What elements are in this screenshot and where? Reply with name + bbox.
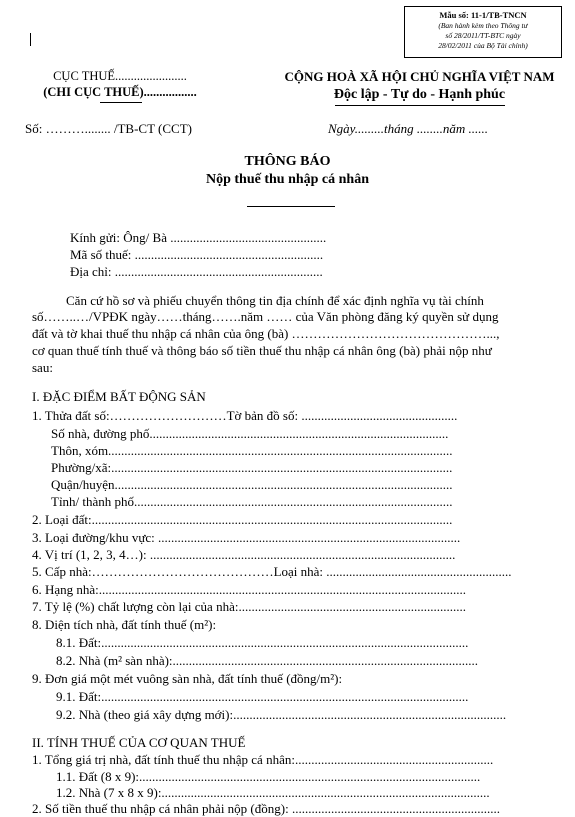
field-row: 8. Diện tích nhà, đất tính thuế (m²): (32, 617, 217, 632)
field-row: 8.1. Đất:................................................................................................................. (56, 635, 469, 650)
field-row: 1. Thửa đất số:………………………Tờ bản đồ số: ................................................ (32, 408, 458, 423)
field-row: 9.2. Nhà (theo giá xây dựng mới):.................................................................................... (56, 707, 507, 722)
field-row: 3. Loại đường/khu vực: ............................................................................................. (32, 530, 461, 545)
field-row: Thôn, xóm.......................................................................................................... (51, 443, 453, 458)
document-subtitle: Nộp thuế thu nhập cá nhân (205, 172, 369, 187)
field-row: 1. Tổng giá trị nhà, đất tính thuế thu nhập cá nhân:............................................................. (32, 752, 494, 767)
recipient-name: Kính gửi: Ông/ Bà ................................................ (70, 230, 327, 245)
recipient-address: Địa chỉ: ................................................................ (70, 264, 323, 279)
form-reference-line: số 28/2011/TT-BTC ngày (445, 31, 521, 40)
intro-line: đất và tờ khai thuế thu nhập cá nhân của ông (bà) ………………………………………..., (32, 326, 500, 341)
field-row: 6. Hạng nhà:................................................................................................................. (32, 582, 467, 597)
form-number-box (404, 6, 562, 58)
motto-underline (335, 105, 505, 106)
text-cursor (30, 33, 31, 46)
recipient-tax-code: Mã số thuế: .......................................................... (70, 247, 324, 262)
field-row: 9. Đơn giá một mét vuông sàn nhà, đất tính thuế (đồng/m²): (32, 671, 343, 686)
agency-name: CỤC THUẾ....................... (53, 69, 187, 83)
intro-line: sau: (32, 360, 53, 375)
field-row: Quận/huyện........................................................................................................ (51, 477, 453, 492)
field-row: 9.1. Đất:................................................................................................................. (56, 689, 469, 704)
form-number: Mẫu số: 11-1/TB-TNCN (439, 10, 527, 20)
header-underline (100, 102, 142, 103)
field-row: 1.1. Đất (8 x 9):......................................................................................................... (56, 769, 481, 784)
section-heading: II. TÍNH THUẾ CỦA CƠ QUAN THUẾ (32, 735, 246, 750)
field-row: Tỉnh/ thành phố.................................................................................................. (51, 494, 453, 509)
field-row: 1.2. Nhà (7 x 8 x 9):..................................................................................................... (56, 785, 490, 800)
field-row: Phường/xã:......................................................................................................... (51, 460, 453, 475)
document-date: Ngày.........tháng ........năm ...... (328, 121, 488, 136)
country-name: CỘNG HOÀ XÃ HỘI CHỦ NGHĨA VIỆT NAM (284, 69, 555, 84)
field-row: 7. Tỷ lệ (%) chất lượng còn lại của nhà:...................................................................... (32, 599, 466, 614)
document-number: Số: ………........ /TB-CT (CCT) (25, 121, 192, 136)
field-row: 4. Vị trí (1, 2, 3, 4…): .............................................................................................. (32, 547, 456, 562)
field-row: 2. Loại đất:............................................................................................................... (32, 512, 453, 527)
national-motto: Độc lập - Tự do - Hạnh phúc (333, 87, 506, 102)
field-row: 8.2. Nhà (m² sàn nhà):.............................................................................................. (56, 653, 479, 668)
field-row: Số nhà, đường phố............................................................................................ (51, 426, 449, 441)
intro-line: cơ quan thuế tính thuế và thông báo số tiền thuế thu nhập cá nhân ông (bà) phải nộp như (32, 343, 492, 358)
form-reference-line: 28/02/2011 của Bộ Tài chính) (438, 41, 528, 50)
document-title: THÔNG BÁO (244, 154, 331, 169)
form-reference-line: (Ban hành kèm theo Thông tư (438, 21, 528, 30)
sub-agency-name: (CHI CỤC THUẾ)................. (43, 85, 197, 99)
section-heading: I. ĐẶC ĐIỂM BẤT ĐỘNG SẢN (32, 389, 206, 404)
intro-line: Căn cứ hồ sơ và phiếu chuyển thông tin địa chính để xác định nghĩa vụ tài chính (66, 293, 484, 308)
field-row: 2. Số tiền thuế thu nhập cá nhân phải nộp (đồng): ................................................................ (32, 801, 500, 816)
title-divider (247, 206, 335, 207)
field-row: 5. Cấp nhà:……………………………………Loại nhà: ......................................................... (32, 564, 512, 579)
intro-line: số……..…/VPĐK ngày……tháng…….năm …… của Văn phòng đăng ký quyền sử dụng (32, 309, 499, 324)
